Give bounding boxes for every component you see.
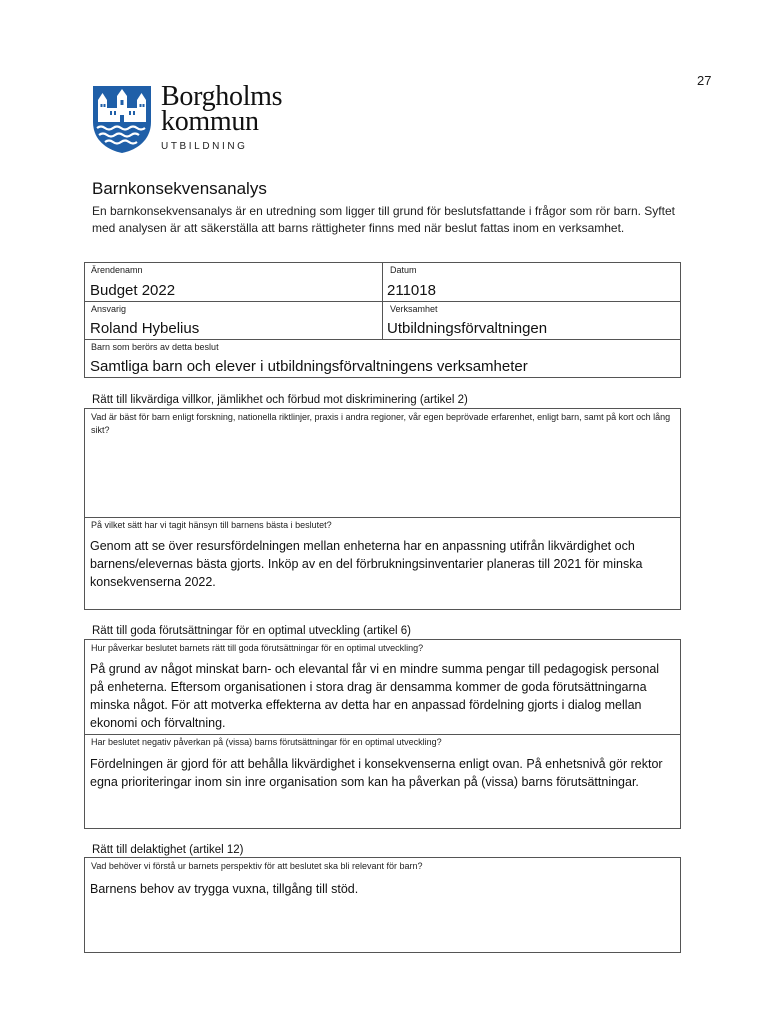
logo-name-line1: Borgholms xyxy=(161,81,283,112)
arendenamn-label: Ärendenamn xyxy=(91,265,143,275)
section-box-artikel-2 xyxy=(84,408,681,610)
logo-department: UTBILDNING xyxy=(161,141,248,152)
info-table xyxy=(84,262,681,378)
section-title-artikel-2: Rätt till likvärdiga villkor, jämlikhet och förbud mot diskriminering (artikel 2) xyxy=(92,394,468,406)
coat-of-arms-icon xyxy=(91,84,153,154)
page-title: Barnkonsekvensanalys xyxy=(92,179,267,198)
answer-text: På grund av något minskat barn- och elevantal får vi en mindre summa pengar till pedagogisk personal på enheterna. Eftersom organisationen i stora drag är densamma kommer de goda förutsättningarna minska något. För att motverka effekterna av detta har en anpassad fördelning gjorts i dialog mellan ekonomi och förvaltning. xyxy=(90,662,660,730)
verksamhet-label: Verksamhet xyxy=(390,304,438,314)
logo-name-line2: kommun xyxy=(161,106,259,137)
section-box-artikel-6 xyxy=(84,639,681,829)
barn-label: Barn som berörs av detta beslut xyxy=(91,342,219,352)
intro-paragraph: En barnkonsekvensanalys är en utredning som ligger till grund för beslutsfattande i frågor som rör barn. Syftet med analysen är att säkerställa att barns rättigheter finns med när beslut fattas inom en verksamhet. xyxy=(92,204,675,235)
section-box-artikel-12 xyxy=(84,857,681,953)
question-label: Hur påverkar beslutet barnets rätt till goda förutsättningar för en optimal utveckling? xyxy=(91,643,424,653)
answer-text: Genom att se över resursfördelningen mellan enheterna har en anpassning utifrån likvärdighet och barnens/elevernas bästa gjorts. Inköp av en del förbrukningsinventarier planeras till 2021 för minska konsekvenserna 2022. xyxy=(90,539,643,589)
question-label: Vad är bäst för barn enligt forskning, nationella riktlinjer, praxis i andra regioner, vår egen beprövade erfarenhet, enligt barn, samt på kort och lång sikt? xyxy=(91,412,671,435)
barn-value: Samtliga barn och elever i utbildningsförvaltningens verksamheter xyxy=(90,358,528,375)
page-number: 27 xyxy=(697,73,712,88)
ansvarig-label: Ansvarig xyxy=(91,304,127,314)
question-label: Vad behöver vi förstå ur barnets perspektiv för att beslutet ska bli relevant för barn? xyxy=(91,861,423,871)
question-label: På vilket sätt har vi tagit hänsyn till barnens bästa i beslutet? xyxy=(91,520,332,530)
answer-text: Barnens behov av trygga vuxna, tillgång till stöd. xyxy=(90,882,359,896)
verksamhet-value: Utbildningsförvaltningen xyxy=(387,320,548,337)
section-title-artikel-6: Rätt till goda förutsättningar för en optimal utveckling (artikel 6) xyxy=(92,625,411,637)
section-title-artikel-12: Rätt till delaktighet (artikel 12) xyxy=(92,844,244,856)
datum-label: Datum xyxy=(390,265,417,275)
arendenamn-value: Budget 2022 xyxy=(90,282,176,299)
borgholm-logo xyxy=(91,81,331,156)
question-label: Har beslutet negativ påverkan på (vissa) barns förutsättningar för en optimal utveckling? xyxy=(91,737,442,747)
ansvarig-value: Roland Hybelius xyxy=(90,320,200,337)
datum-value: 211018 xyxy=(387,282,436,299)
answer-text: Fördelningen är gjord för att behålla likvärdighet i konsekvenserna enligt ovan. På enhetsnivå gör rektor egna prioriteringar inom sin inre organisation som kan ha påverkan på (vissa) barns förutsättningar. xyxy=(90,757,663,789)
